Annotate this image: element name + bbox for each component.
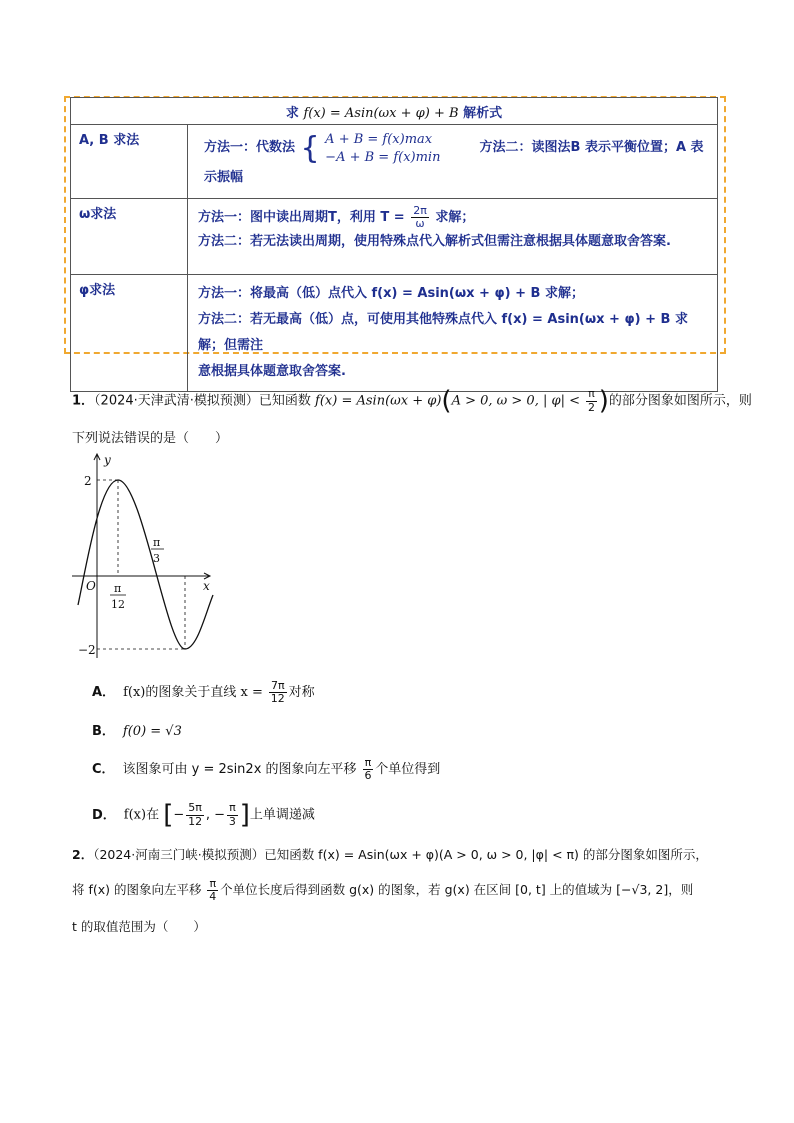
omega-line1-b: 求解；: [435, 209, 475, 225]
option-c-fraction: [363, 757, 374, 782]
option-c-label: C．: [92, 762, 115, 778]
option-a-post: 对称: [288, 685, 315, 701]
q2-text-2a: 将 f(x) 的图象向左平移: [72, 882, 202, 898]
frac-den: 12: [270, 692, 285, 706]
row-body-phi: [188, 274, 718, 391]
frac-num: 5π: [188, 801, 202, 815]
sine-curve: [78, 480, 213, 649]
title-prefix: 求: [285, 105, 299, 121]
ab-method2: 方法二：读图法B 表示平衡位置；A 表示振幅: [204, 140, 704, 186]
row-head-ab: A, B 求法: [71, 125, 188, 199]
ab-method1-label: 方法一：代数法: [204, 140, 296, 156]
q2-line1: [72, 846, 708, 864]
ab-eq2: −A + B = f(x)min: [325, 149, 441, 165]
option-c-text: 该图象可由 y = 2sin2x 的图象向左平移: [122, 762, 357, 778]
q1-tail: 的部分图象如图所示，则: [608, 393, 752, 409]
frac-den: 6: [364, 769, 372, 783]
title-suffix: 解析式: [463, 105, 503, 121]
frac-num: π: [364, 756, 372, 769]
option-d-post: 上单调递减: [249, 807, 315, 823]
q2-line2: [72, 878, 693, 903]
option-a-fraction: [269, 680, 287, 705]
brace: {: [300, 130, 320, 166]
q2-line3: t 的取值范围为（ ）: [72, 919, 206, 934]
omega-line2: 方法二：若无法读出周期，使用特殊点代入解析式但需注意根据具体题意取舍答案.: [198, 234, 671, 250]
option-d-fraction-2: [227, 802, 238, 827]
frac-num: π: [209, 877, 217, 890]
tick-b-den: 3: [153, 552, 160, 565]
frac-den: 4: [209, 890, 217, 904]
table-row-omega: [71, 198, 718, 274]
omega-line1-a: 方法一：图中读出周期T，利用 T =: [198, 209, 405, 225]
q2-number: 2．: [72, 847, 94, 862]
origin-label: O: [86, 579, 96, 593]
frac-num: 2π: [413, 203, 427, 217]
q1-option-c[interactable]: [92, 757, 440, 782]
option-a-text: f(x)的图象关于直线 x =: [123, 685, 263, 701]
frac-den: 3: [228, 814, 236, 828]
paren-right: ): [598, 386, 609, 416]
bracket-left: [: [163, 800, 174, 830]
q2-text-2b: 个单位长度后得到函数 g(x) 的图象，若 g(x) 在区间 [0, t] 上的值域为 [−√3, 2]，则: [220, 882, 694, 898]
frac-num: π: [588, 387, 595, 401]
bracket-right: ]: [239, 800, 250, 830]
method-summary-table: [70, 97, 718, 392]
y-min-label: −2: [78, 643, 96, 657]
option-b-text: f(0) = √3: [122, 724, 182, 739]
q1-option-a[interactable]: [92, 680, 315, 705]
frac-den: ω: [415, 216, 425, 230]
option-d-fraction-1: [186, 802, 204, 827]
row-body-omega: [188, 198, 718, 274]
fraction-2pi-omega: [411, 205, 429, 230]
option-d-text: f(x)在: [123, 807, 160, 823]
q1-function: f(x) = Asin(ωx + φ): [315, 393, 442, 409]
frac-num: 7π: [270, 679, 285, 692]
row-head-phi: φ求法: [71, 274, 188, 391]
frac-den: 12: [188, 814, 203, 828]
tick-a-num: π: [114, 582, 122, 595]
tick-a-den: 12: [111, 598, 125, 611]
q1-line1: [72, 388, 752, 414]
paren-left: (: [441, 386, 452, 416]
q2-text-1: （2024·河南三门峡·模拟预测）已知函数 f(x) = Asin(ωx + φ)(A > 0, ω > 0, |φ| < π) 的部分图象如图所示，: [93, 847, 708, 862]
table-title: [71, 98, 718, 125]
q1-option-b[interactable]: [92, 720, 182, 739]
q1-number: 1．: [72, 393, 95, 409]
q2-fraction: [207, 878, 218, 903]
table-row-phi: [71, 274, 718, 391]
frac-num: π: [229, 801, 236, 815]
row-head-omega: ω求法: [71, 198, 188, 274]
phi-line1: 方法一：将最高（低）点代入 f(x) = Asin(ωx + φ) + B 求解；: [198, 285, 584, 301]
option-c-post: 个单位得到: [375, 762, 441, 778]
sine-graph: [72, 450, 222, 660]
option-b-label: B．: [92, 724, 115, 739]
tick-b-num: π: [153, 536, 161, 549]
q1-cond-fraction: [586, 388, 597, 413]
q1-line2: 下列说法错误的是（ ）: [72, 431, 229, 446]
option-d-label: D．: [92, 807, 116, 823]
option-a-label: A．: [92, 685, 116, 701]
table-row-ab: [71, 125, 718, 199]
frac-den: 2: [587, 400, 595, 414]
row-body-ab: [188, 125, 718, 199]
q1-option-d[interactable]: D． f(x)在 [− $\frac{5\pi}{12}$ , − $\frac{\pi}{3}$ ]上单调递减: [92, 800, 315, 830]
ab-eq1: A + B = f(x)max: [325, 132, 433, 147]
title-formula: f(x) = Asin(ωx + φ) + B: [303, 105, 459, 121]
q1-source: （2024·天津武清·模拟预测）已知函数: [94, 393, 311, 409]
phi-line2: 方法二：若无最高（低）点，可使用其他特殊点代入 f(x) = Asin(ωx + φ) + B 求解；但需注: [198, 311, 688, 353]
phi-line3: 意根据具体题意取舍答案.: [198, 363, 346, 379]
y-axis-label: y: [104, 453, 111, 467]
table-title-row: [71, 98, 718, 125]
q1-condition: A > 0, ω > 0, | φ| <: [451, 393, 580, 409]
y-max-label: 2: [84, 474, 92, 488]
x-axis-label: x: [203, 579, 210, 593]
ab-equation-system: [325, 131, 440, 166]
